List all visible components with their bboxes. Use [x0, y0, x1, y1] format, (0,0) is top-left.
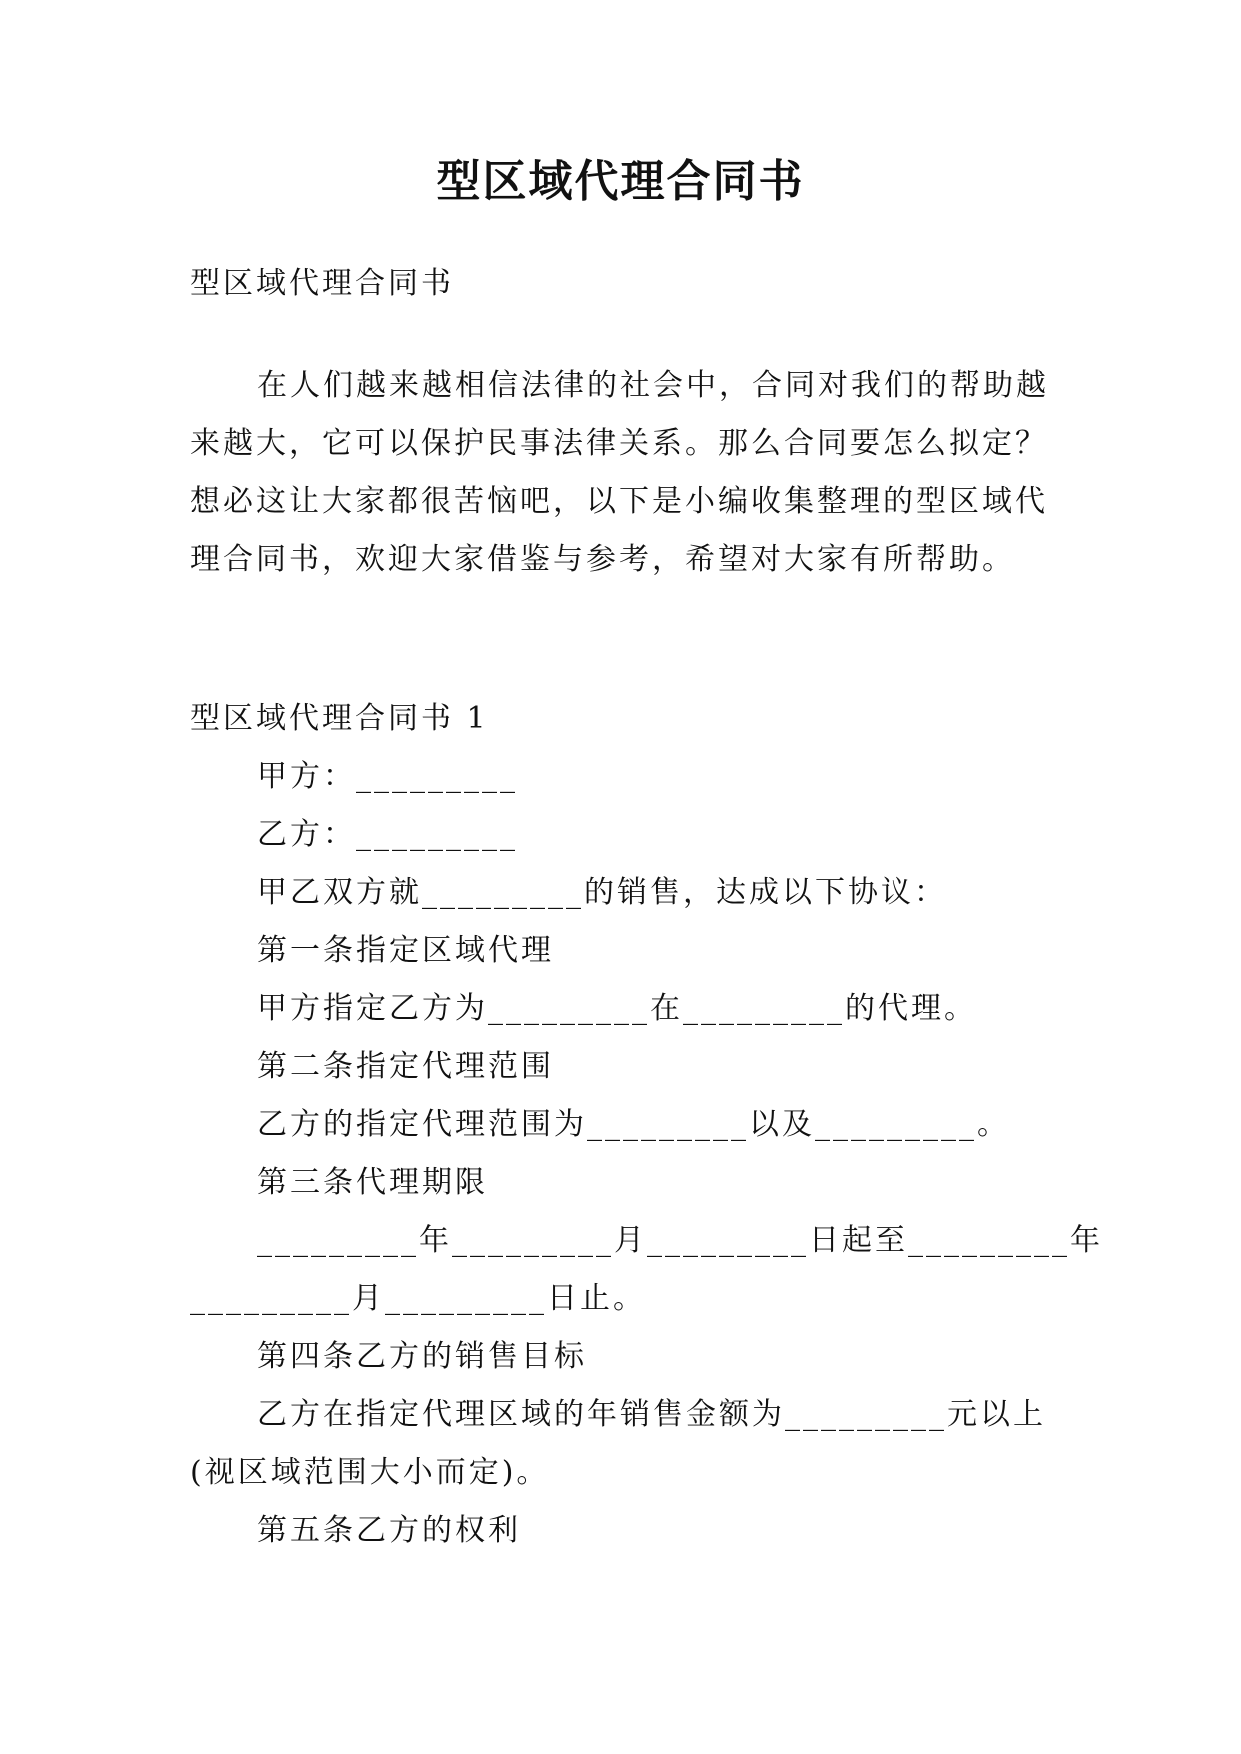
section-heading: 型区域代理合同书 1	[190, 701, 489, 736]
intro-line: 来越大，它可以保护民事法律关系。那么合同要怎么拟定？	[190, 426, 1048, 461]
article-heading: 第二条指定代理范围	[257, 1049, 554, 1084]
article-heading: 第五条乙方的权利	[257, 1513, 521, 1548]
article-text: (视区域范围大小而定)。	[190, 1455, 550, 1490]
party-a-line: 甲方：_________	[257, 759, 518, 794]
document-title: 型区域代理合同书	[436, 156, 805, 207]
intro-line: 理合同书，欢迎大家借鉴与参考，希望对大家有所帮助。	[190, 542, 1015, 577]
party-b-line: 乙方：_________	[257, 817, 518, 852]
article-heading: 第一条指定区域代理	[257, 933, 554, 968]
article-heading: 第四条乙方的销售目标	[257, 1339, 587, 1374]
article-heading: 第三条代理期限	[257, 1165, 488, 1200]
article-text: _________年_________月_________日起至_________年	[257, 1223, 1103, 1258]
agreement-line: 甲乙双方就_________的销售，达成以下协议：	[257, 875, 947, 910]
intro-line: 在人们越来越相信法律的社会中，合同对我们的帮助越	[257, 368, 1049, 403]
article-text: 乙方的指定代理范围为_________以及_________。	[257, 1107, 1010, 1142]
article-text: 乙方在指定代理区域的年销售金额为_________元以上	[257, 1397, 1046, 1432]
document-subtitle: 型区域代理合同书	[190, 266, 454, 301]
intro-line: 想必这让大家都很苦恼吧，以下是小编收集整理的型区域代	[190, 484, 1048, 519]
article-text: _________月_________日止。	[190, 1281, 646, 1316]
article-text: 甲方指定乙方为_________在_________的代理。	[257, 991, 977, 1026]
